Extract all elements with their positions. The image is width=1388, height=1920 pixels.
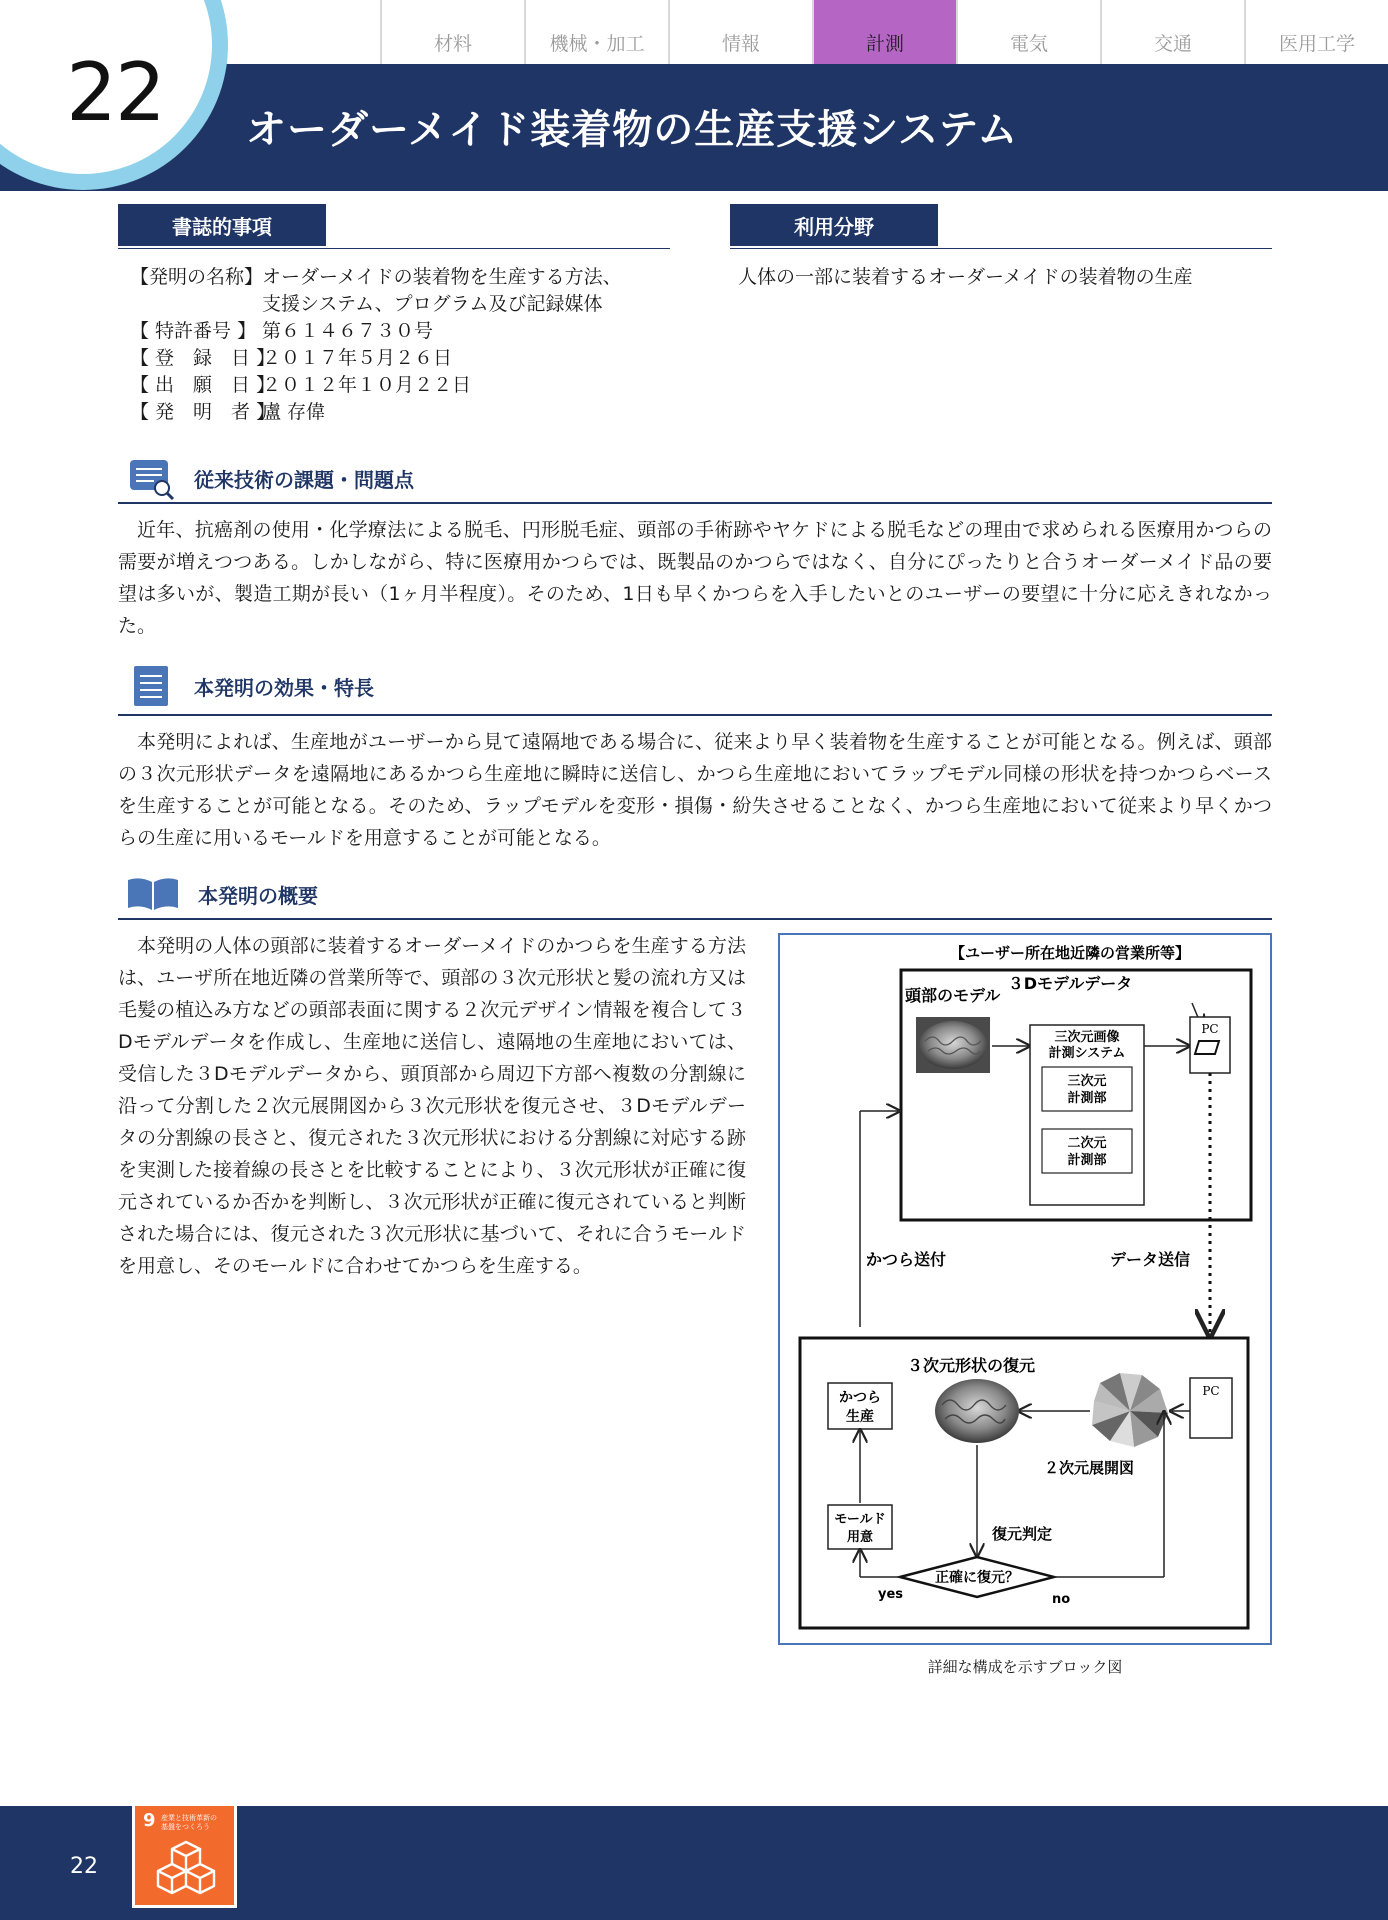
biblio-key: 【 出 願 日 】 xyxy=(130,374,276,396)
label-yes: yes xyxy=(878,1587,904,1602)
overview-text: 本発明の人体の頭部に装着するオーダーメイドのかつらを生産する方法は、ユーザ所在地近隣の営業所等で、頭部の３次元形状と髪の流れ方又は毛髪の植込み方などの頭部表面に関する２次元デザイン情報を複合して３Dモデルデータを作成し、生産地に送信し、遠隔地の生産地においては、受信した３Dモデルデータから、頭頂部から周辺下方部へ複数の分割線に沿って分割した２次元展開図から３次元形状を復元させ、３Dモデルデータの分割線の長さと、復元された３次元形状における分割線に対応する跡を実測した接着線の長さとを比較することにより、３次元形状が正確に復元されているか否かを判断し、３次元形状が正確に復元されていると判断された場合には、復元された３次元形状に基づいて、それに合うモールドを用意し、そのモールドに合わせてかつらを生産する。 xyxy=(118,935,746,1277)
measure-system-label-2: 計測システム xyxy=(1048,1046,1126,1061)
block-diagram-canvas xyxy=(780,935,1270,1643)
label-ship: かつら送付 xyxy=(866,1250,947,1269)
tab-transport[interactable]: 交通 xyxy=(1100,0,1244,64)
sdg-badge xyxy=(132,1803,237,1908)
biblio-row xyxy=(130,291,622,318)
wig-production-label-2: 生産 xyxy=(846,1409,874,1425)
label-no: no xyxy=(1052,1592,1071,1607)
overview-rule xyxy=(118,918,1272,920)
problems-rule xyxy=(118,502,1272,504)
biblio-value: 第６１４６７３０号 xyxy=(262,320,434,342)
biblio-row xyxy=(130,345,622,372)
chapter-number: 22 xyxy=(66,46,164,139)
label-3d-model-data: ３Dモデルデータ xyxy=(1007,974,1133,993)
page-number: 22 xyxy=(70,1854,98,1879)
biblio-label: 書誌的事項 xyxy=(118,204,326,246)
unit-3d-label-2: 計測部 xyxy=(1067,1091,1107,1106)
label-unfold: ２次元展開図 xyxy=(1044,1459,1135,1477)
unfold-pattern xyxy=(1092,1373,1168,1447)
mold-label-2: 用意 xyxy=(846,1530,874,1545)
sdg-text-line: 産業と技術革新の xyxy=(161,1814,217,1822)
problems-head xyxy=(128,456,414,500)
wig-production-label-1: かつら xyxy=(839,1390,881,1406)
biblio-list xyxy=(130,264,622,426)
decision-label: 正確に復元？ xyxy=(935,1570,1019,1586)
unit-2d-label-2: 計測部 xyxy=(1067,1153,1107,1168)
page-title: オーダーメイド装着物の生産支援システム xyxy=(246,107,1019,153)
open-book-icon xyxy=(126,876,180,912)
pc-bottom-label: PC xyxy=(1202,1384,1220,1398)
search-document-icon xyxy=(128,456,176,500)
effects-rule xyxy=(118,714,1272,716)
biblio-key xyxy=(130,291,262,318)
problems-text: 近年、抗癌剤の使用・化学療法による脱毛、円形脱毛症、頭部の手術跡やヤケドによる脱毛などの理由で求められる医療用かつらの需要が増えつつある。しかしながら、特に医療用かつらでは、既製品のかつらではなく、自分にぴったりと合うオーダーメイド品の要望は多いが、製造工期が長い（1ヶ月半程度）。そのため、1日も早くかつらを入手したいとのユーザーの要望に十分に応えきれなかった。 xyxy=(118,519,1272,637)
label-judge: 復元判定 xyxy=(992,1525,1053,1543)
label-send: データ送信 xyxy=(1110,1250,1191,1269)
effects-title: 本発明の効果・特長 xyxy=(194,675,374,700)
tab-materials[interactable]: 材料 xyxy=(380,0,524,64)
biblio-key: 【 登 録 日 】 xyxy=(130,347,276,369)
usage-label: 利用分野 xyxy=(730,204,938,246)
label-restore: ３次元形状の復元 xyxy=(907,1356,1036,1375)
effects-head xyxy=(132,664,374,708)
diagram-top-title: 【ユーザー所在地近隣の営業所等】 xyxy=(949,944,1191,962)
biblio-value: 支援システム、プログラム及び記録媒体 xyxy=(262,293,603,315)
cubes-icon xyxy=(150,1838,222,1900)
biblio-rule xyxy=(118,248,670,249)
diagram-caption: 詳細な構成を示すブロック図 xyxy=(927,1658,1123,1676)
tab-medical[interactable]: 医用工学 xyxy=(1244,0,1388,64)
sdg-text-line: 基盤をつくろう xyxy=(161,1823,210,1831)
category-tabs xyxy=(380,0,1388,64)
usage-text: 人体の一部に装着するオーダーメイドの装着物の生産 xyxy=(738,266,1193,288)
biblio-key: 【発明の名称】 xyxy=(130,266,264,288)
block-diagram xyxy=(778,933,1272,1645)
biblio-value: ２０１７年５月２６日 xyxy=(262,347,453,369)
biblio-row xyxy=(130,264,622,291)
biblio-row xyxy=(130,372,622,399)
tab-information[interactable]: 情報 xyxy=(668,0,812,64)
unit-2d-label-1: 二次元 xyxy=(1067,1136,1107,1151)
sdg-number: 9 xyxy=(143,1810,156,1831)
biblio-value: ２０１２年１０月２２日 xyxy=(262,374,472,396)
effects-text: 本発明によれば、生産地がユーザーから見て遠隔地である場合に、従来より早く装着物を生産することが可能となる。例えば、頭部の３次元形状データを遠隔地にあるかつら生産地に瞬時に送信し、かつら生産地においてラップモデル同様の形状を持つかつらベースを生産することが可能となる。そのため、ラップモデルを変形・損傷・紛失させることなく、かつら生産地において従来より早くかつらの生産に用いるモールドを用意することが可能となる。 xyxy=(118,731,1272,849)
overview-head xyxy=(126,876,318,912)
biblio-key: 【 特許番号 】 xyxy=(130,320,257,342)
biblio-value: オーダーメイドの装着物を生産する方法、 xyxy=(262,266,622,288)
restored-shape xyxy=(935,1379,1019,1443)
tab-machining[interactable]: 機械・加工 xyxy=(524,0,668,64)
usage-rule xyxy=(730,248,1272,249)
label-head-model: 頭部のモデル xyxy=(905,986,1001,1005)
sdg-text xyxy=(161,1814,217,1832)
head-model-shape xyxy=(919,1021,987,1069)
problems-title: 従来技術の課題・問題点 xyxy=(194,467,414,492)
unit-3d-label-1: 三次元 xyxy=(1067,1074,1107,1089)
mold-label-1: モールド xyxy=(834,1512,886,1527)
biblio-value: 盧 存偉 xyxy=(262,401,326,423)
biblio-row xyxy=(130,318,622,345)
biblio-key: 【 発 明 者 】 xyxy=(130,401,276,423)
tab-electric[interactable]: 電気 xyxy=(956,0,1100,64)
pc-top-label: PC xyxy=(1201,1022,1219,1036)
tab-measurement[interactable]: 計測 xyxy=(812,0,956,64)
document-icon xyxy=(132,664,170,708)
measure-system-label-1: 三次元画像 xyxy=(1054,1030,1120,1045)
biblio-row xyxy=(130,399,622,426)
overview-title: 本発明の概要 xyxy=(198,883,318,908)
